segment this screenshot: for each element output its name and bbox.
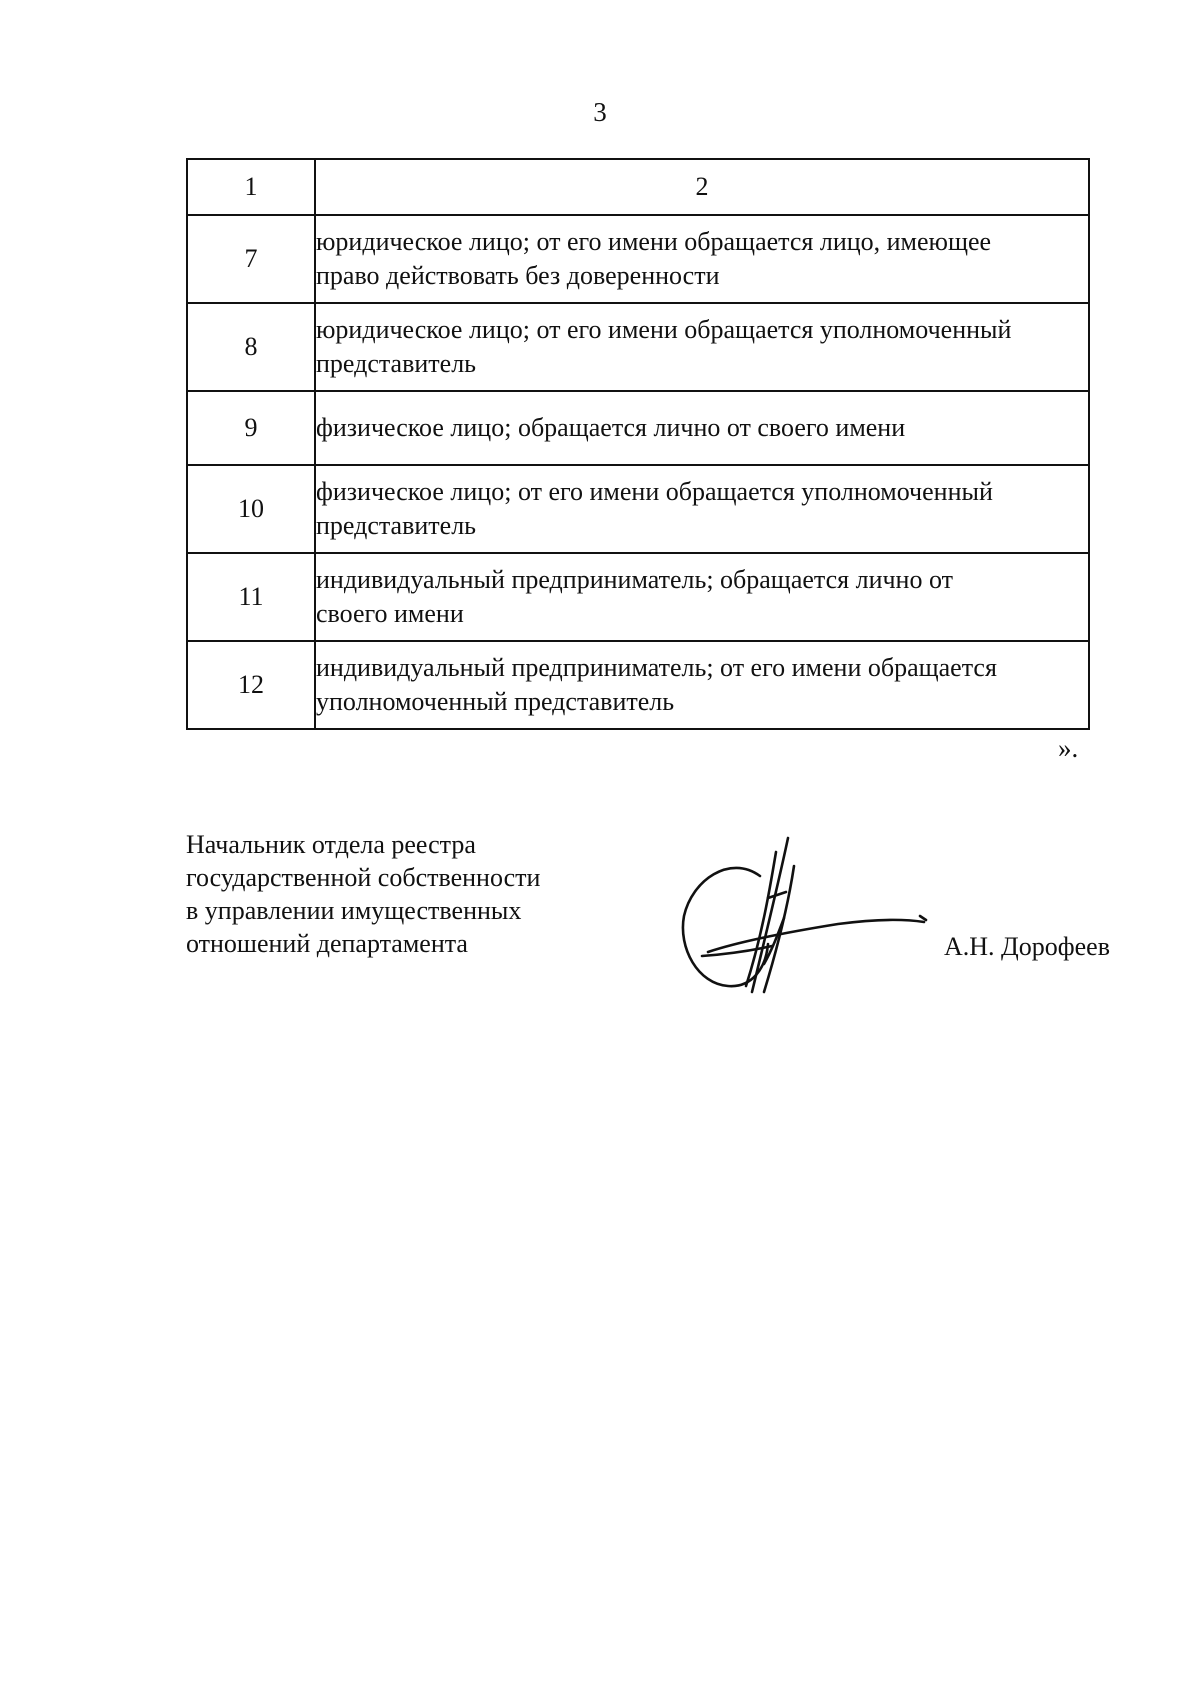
header-cell-2: 2: [315, 159, 1089, 215]
signer-position-line: отношений департамента: [186, 929, 468, 958]
row-text: [315, 641, 1089, 729]
closing-quote: ».: [1058, 733, 1079, 763]
row-text-line: физическое лицо; обращается лично от своего имени: [316, 413, 906, 442]
row-text-line: своего имени: [316, 599, 464, 628]
row-text-line: физическое лицо; от его имени обращается уполномоченный: [316, 477, 993, 506]
signer-name: А.Н. Дорофеев: [944, 932, 1110, 961]
signer-position: [186, 828, 646, 960]
row-text-line: право действовать без доверенности: [316, 261, 720, 290]
table-row: [187, 215, 1089, 303]
signer-position-line: в управлении имущественных: [186, 896, 522, 925]
table-row: [187, 553, 1089, 641]
row-text-line: представитель: [316, 349, 477, 378]
row-text-line: юридическое лицо; от его имени обращается лицо, имеющее: [316, 227, 992, 256]
row-text-line: юридическое лицо; от его имени обращается уполномоченный: [316, 315, 1012, 344]
table-row: [187, 465, 1089, 553]
header-cell-1: 1: [187, 159, 315, 215]
row-text: [315, 215, 1089, 303]
row-text: [315, 465, 1089, 553]
row-text: [315, 303, 1089, 391]
row-text-line: индивидуальный предприниматель; от его имени обращается: [316, 653, 997, 682]
table-row: [187, 641, 1089, 729]
row-text-line: уполномоченный представитель: [316, 687, 675, 716]
row-text-line: представитель: [316, 511, 477, 540]
table-row: [187, 303, 1089, 391]
row-text-line: индивидуальный предприниматель; обращается лично от: [316, 565, 953, 594]
signer-position-line: государственной собственности: [186, 863, 541, 892]
page-number: 3: [593, 97, 607, 127]
row-text: [315, 391, 1089, 465]
row-number: 9: [187, 391, 315, 465]
document-table: [186, 158, 1090, 730]
signer-position-line: Начальник отдела реестра: [186, 830, 476, 859]
row-text: [315, 553, 1089, 641]
row-number: 8: [187, 303, 315, 391]
row-number: 7: [187, 215, 315, 303]
table-row: [187, 391, 1089, 465]
row-number: 12: [187, 641, 315, 729]
row-number: 10: [187, 465, 315, 553]
handwritten-signature: [668, 836, 938, 996]
table-header-row: [187, 159, 1089, 215]
row-number: 11: [187, 553, 315, 641]
